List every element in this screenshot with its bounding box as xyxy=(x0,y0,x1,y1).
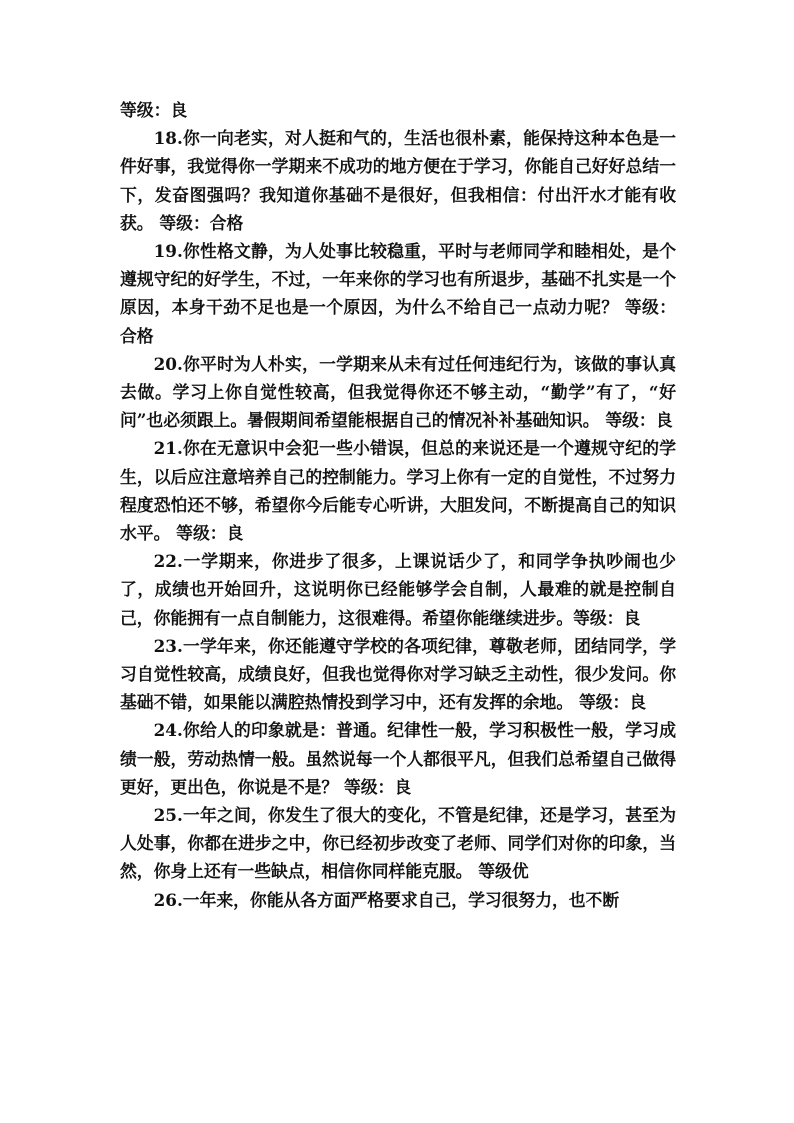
comment-paragraph-26: 26.一年来，你能从各方面严格要求自己，学习很努力，也不断 xyxy=(153,889,620,910)
comment-paragraph-19: 19.你性格文静，为人处事比较稳重，平时与老师同学和睦相处，是个遵规守纪的好学生，不过，一年来你的学习也有所退步，基础不扎实是一个原因，本身干劲不足也是一个原因，为什么不给自己一点动力呢？ 等级：合格 xyxy=(120,241,676,346)
comment-paragraph-25: 25.一年之间，你发生了很大的变化，不管是纪律，还是学习，甚至为人处事，你都在进步之中，你已经初步改变了老师、同学们对你的印象，当然，你身上还有一些缺点，相信你同样能克服。 等级优 xyxy=(120,805,676,882)
lead-grade-line: 等级：良 xyxy=(120,100,188,120)
comment-paragraph-23: 23.一学年来，你还能遵守学校的各项纪律，尊敬老师，团结同学，学习自觉性较高，成绩良好，但我也觉得你对学习缺乏主动性，很少发问。你基础不错，如果能以满腔热情投到学习中，还有发挥的余地。 等级：良 xyxy=(120,635,676,713)
comment-paragraph-22: 22.一学期来，你进步了很多，上课说话少了，和同学争执吵闹也少了，成绩也开始回升，这说明你已经能够学会自制，人最难的就是控制自己，你能拥有一点自制能力，这很难得。希望你能继续进步。等级：良 xyxy=(120,551,676,628)
comment-paragraph-20: 20.你平时为人朴实，一学期来从未有过任何违纪行为，该做的事认真去做。学习上你自觉性较高，但我觉得你还不够主动，“勤学”有了，“好问”也必须跟上。暑假期间希望能根据自己的情况补补基础知识。 等级：良 xyxy=(120,353,676,431)
comment-paragraph-24: 24.你给人的印象就是：普通。纪律性一般，学习积极性一般，学习成绩一般，劳动热情一般。虽然说每一个人都很平凡，但我们总希望自己做得更好，更出色，你说是不是？ 等级：良 xyxy=(120,720,676,797)
comment-paragraph-21: 21.你在无意识中会犯一些小错误，但总的来说还是一个遵规守纪的学生，以后应注意培养自己的控制能力。学习上你有一定的自觉性，不过努力程度恐怕还不够，希望你今后能专心听讲，大胆发问，不断提高自己的知识水平。 等级：良 xyxy=(120,438,676,544)
document-page xyxy=(120,96,676,914)
comment-paragraph-18: 18.你一向老实，对人挺和气的，生活也很朴素，能保持这种本色是一件好事，我觉得你一学期来不成功的地方便在于学习，你能自己好好总结一下，发奋图强吗？我知道你基础不是很好，但我相信：付出汗水才能有收获。 等级：合格 xyxy=(120,128,676,233)
